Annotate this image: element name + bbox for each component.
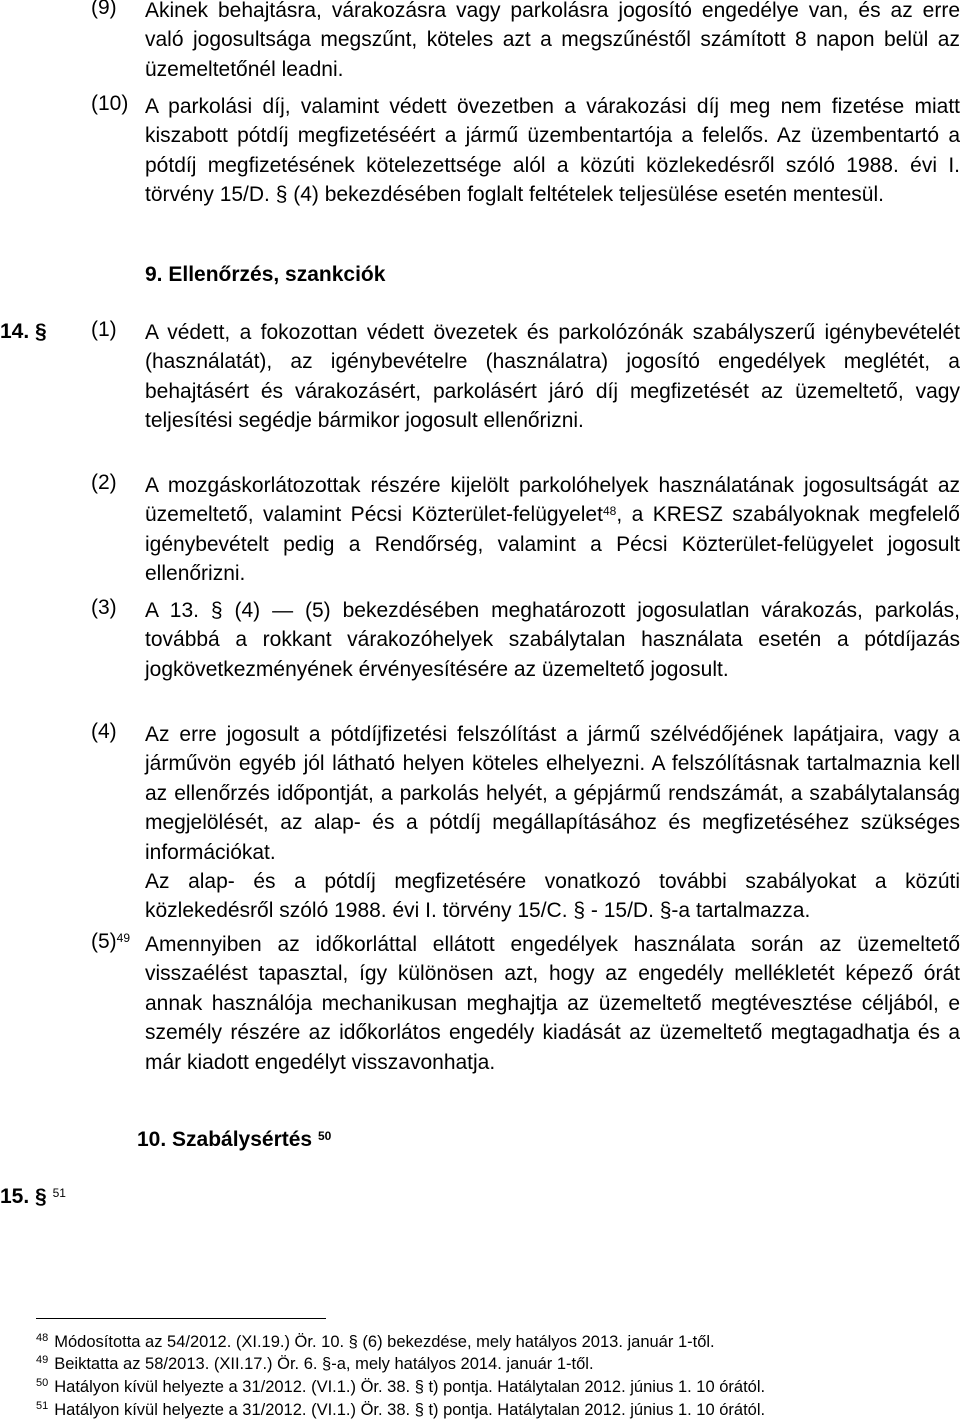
footnote-separator [36,1318,326,1319]
paragraph-number: (4) [91,720,117,743]
paragraph-14-2 [91,471,960,589]
chapter-heading: 9. Ellenőrzés, szankciók [145,263,386,286]
section-number: 15. § $^{51}$ [0,1185,66,1208]
paragraph-text: A mozgáskorlátozottak részére kijelölt parkolóhelyek használatának jogosultságát az üzemeltető, valamint Pécsi Közterület-felügyelet$^{48}$, a KRESZ szabályoknak megfelelő igénybevételt pedig a Rendőrség, valamint a Pécsi Közterület-felügyelet jogosult ellenőrizni. [145,474,960,586]
paragraph-number: (1) [91,318,117,341]
paragraph-text: Az erre jogosult a pótdíjfizetési felszólítást a jármű szélvédőjének lapátjaira, vagy a járművön egyéb jól látható helyen köteles elhelyezni. A felszólításnak tartalmaznia kell az ellenőrzés időpontját, a parkolás helyét, a gépjármű rendszámát, a szabálytalanság megjelölését, az alap- és a pótdíj megállapításához és megfizetéséhez szükséges információkat. [145,723,960,864]
paragraph-text: A védett, a fokozottan védett övezetek és parkolózónák szabályszerű igénybevételét (használatát), az igénybevételre (használatra) jogosító engedélyek meglétét, a behajtásért és várakozásért, parkolásért járó díj megfizetését az üzemeltető, vagy teljesítési segédje bármikor jogosult ellenőrizni. [145,321,960,433]
section-number: 14. § [0,320,47,343]
chapter-heading: 10. Szabálysértés $^{50}$ [137,1128,332,1151]
paragraph-number: (2) [91,471,117,494]
footnote: $^{50}$ Hatályon kívül helyezte a 31/2012. (VI.1.) Ör. 38. § t) pontja. Hatálytalan 2012. június 1. 10 órától. [36,1377,766,1396]
footnote-reference: 48 [602,504,617,519]
paragraph-text-continued: Az alap- és a pótdíj megfizetésére vonatkozó további szabályokat a közúti közlekedésről szóló 1988. évi I. törvény 15/C. § - 15/D. §-a tartalmazza. [145,870,960,923]
paragraph-14-1 [91,318,960,436]
paragraph-text: A parkolási díj, valamint védett övezetben a várakozási díj meg nem fizetése miatt kiszabott pótdíj megfizetéséért a jármű üzembentartója a felelős. Az üzembentartó a pótdíj megfizetésének kötelezettsége alól a közúti közlekedésről szóló 1988. évi I. törvény 15/D. § (4) bekezdésében foglalt feltételek teljesülése esetén mentesül. [145,95,960,207]
footnote: $^{51}$ Hatályon kívül helyezte a 31/2012. (VI.1.) Ör. 38. § t) pontja. Hatálytalan 2012. június 1. 10 órától. [36,1400,766,1419]
paragraph-text: Akinek behajtásra, várakozásra vagy parkolásra jogosító engedélye van, és az erre való jogosultsága megszűnt, köteles azt a megszűnéstől számított 8 napon belül az üzemeltetőnél leadni. [145,0,960,81]
paragraph-number: $(5)^{49}$ [91,930,131,953]
paragraph-number: (3) [91,596,117,619]
paragraph-14-5 [91,930,960,1077]
paragraph-9 [91,0,960,84]
footnote-reference: 50 [317,1129,332,1143]
footnote-reference: 49 [116,931,131,945]
paragraph-text: A 13. § (4) — (5) bekezdésében meghatározott jogosulatlan várakozás, parkolás, továbbá a rokkant várakozóhelyek szabálytalan használata esetén a pótdíjazás jogkövetkezményének érvényesítésére az üzemeltető jogosult. [145,599,960,681]
paragraph-text: Amennyiben az időkorláttal ellátott engedélyek használata során az üzemeltető visszaélést tapasztal, így különösen azt, hogy az engedély mellékletét képező órát annak használója mechanikusan meghajtja az üzemeltető megtévesztése céljából, e személy részére az időkorlátos engedély kiadását az üzemeltető megtagadhatja és a már kiadott engedélyt visszavonhatja. [145,933,960,1074]
paragraph-14-3 [91,596,960,684]
footnote: $^{48}$ Módosította az 54/2012. (XI.19.) Ör. 10. § (6) bekezdése, mely hatályos 2013. január 1-től. [36,1332,715,1351]
footnote-reference: 51 [52,1186,66,1200]
paragraph-number: (9) [91,0,117,19]
paragraph-number: (10) [91,92,129,115]
footnote: $^{49}$ Beiktatta az 58/2013. (XII.17.) Ör. 6. §-a, mely hatályos 2014. január 1-től. [36,1354,594,1373]
paragraph-14-4 [91,720,960,926]
paragraph-10 [91,92,960,210]
